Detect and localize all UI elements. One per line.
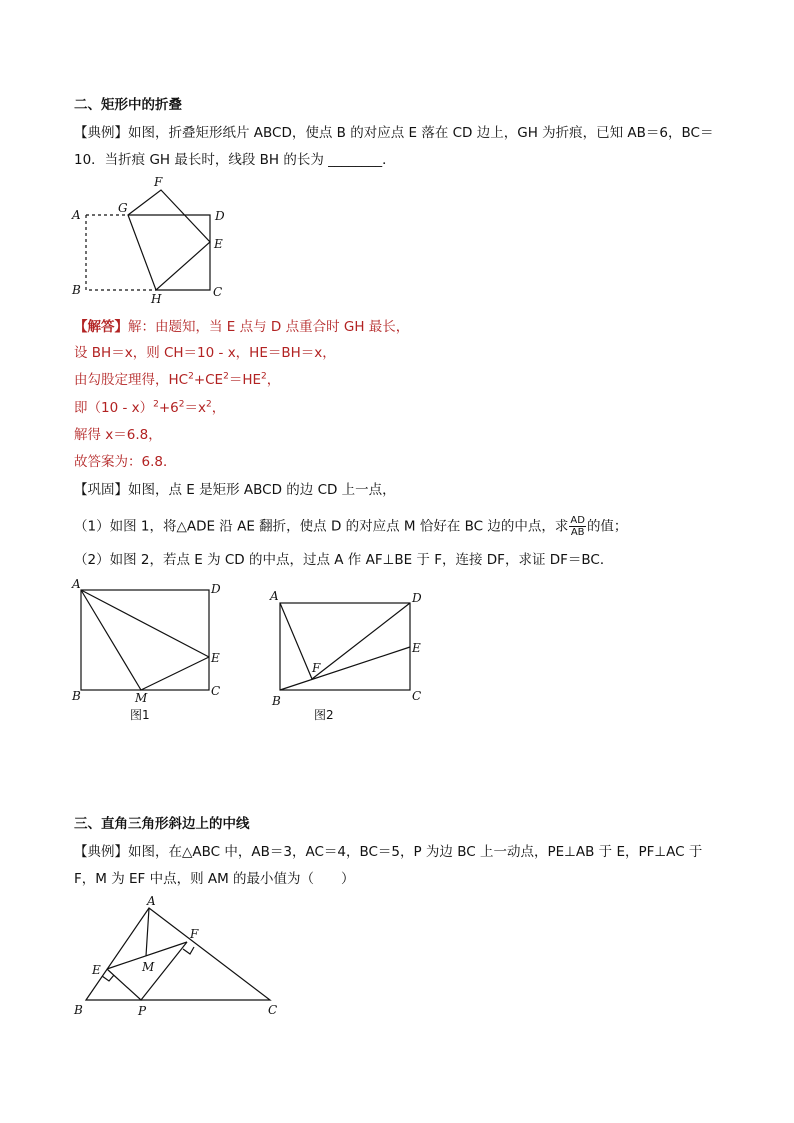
fig1-label-M: M: [135, 691, 148, 705]
example-line1: 【典例】如图，折叠矩形纸片 ABCD，使点 B 的对应点 E 落在 CD 边上，GH 为折痕，已知 AB＝6，BC＝: [74, 125, 714, 141]
fig2-caption: 图2: [314, 708, 334, 722]
section3-title: 三、直角三角形斜边上的中线: [74, 816, 250, 832]
fold-label-D: D: [215, 209, 225, 223]
fold-label-E: E: [214, 237, 223, 251]
fold-label-G: G: [118, 201, 128, 215]
fold-label-F: F: [154, 175, 163, 189]
example-line2: 10．当折痕 GH 最长时，线段 BH 的长为 ________．: [74, 152, 396, 168]
fold-label-A: A: [72, 208, 81, 222]
answer-tag: 【解答】: [74, 319, 128, 335]
fold-figure: [66, 172, 236, 310]
fold-label-B: B: [72, 283, 81, 297]
answer-text: 解：由题知，当 E 点与 D 点重合时 GH 最长，: [128, 319, 410, 335]
tri-label-P: P: [138, 1004, 147, 1018]
tri-label-B: B: [74, 1003, 83, 1017]
fig1-label-E: E: [211, 651, 220, 665]
answer-line2: 设 BH＝x，则 CH＝10 - x，HE＝BH＝x，: [74, 345, 336, 361]
fold-label-H: H: [151, 292, 162, 306]
fig1-caption: 图1: [130, 708, 150, 722]
example3-line1: 【典例】如图，在△ABC 中，AB＝3，AC＝4，BC＝5，P 为边 BC 上一动点，PE⊥AB 于 E，PF⊥AC 于: [74, 844, 703, 860]
fig2-label-B: B: [272, 694, 281, 708]
tri-label-A: A: [147, 894, 156, 908]
fig2-label-A: A: [270, 589, 279, 603]
answer-line1: [74, 318, 409, 336]
answer-line3: 由勾股定理得，$HC^2+CE^2=HE^2$，: [74, 371, 281, 388]
fig1-label-A: A: [72, 577, 81, 591]
consolidate-line1: 【巩固】如图，点 E 是矩形 ABCD 的边 CD 上一点，: [74, 482, 396, 498]
tri-label-F: F: [190, 927, 199, 941]
answer-line5: 解得 x＝6.8，: [74, 427, 162, 443]
fig2-label-D: D: [412, 591, 422, 605]
fig1-label-B: B: [72, 689, 81, 703]
fig2-label-F: F: [312, 661, 321, 675]
tri-label-E: E: [92, 963, 101, 977]
example3-line2: F，M 为 EF 中点，则 AM 的最小值为（ ）: [74, 871, 355, 887]
figure-2: [264, 588, 434, 728]
tri-label-C: C: [268, 1003, 278, 1017]
consolidate-q2: （2）如图 2，若点 E 为 CD 的中点，过点 A 作 AF⊥BE 于 F，连接 DF，求证 DF＝BC．: [74, 552, 614, 568]
fig1-label-C: C: [211, 684, 221, 698]
tri-label-M: M: [142, 960, 155, 974]
answer-line6: 故答案为：6.8．: [74, 454, 177, 470]
triangle-figure: [66, 892, 296, 1022]
section2-title: 二、矩形中的折叠: [74, 97, 182, 113]
fold-label-C: C: [213, 285, 223, 299]
fig2-label-C: C: [412, 689, 422, 703]
answer-line4: 即$(10 - x)^2+6^2=x^2$，: [74, 399, 226, 416]
figure-1: [66, 576, 236, 728]
fig2-label-E: E: [412, 641, 421, 655]
fraction-ad-ab: $\frac{AD}{AB}$: [570, 515, 585, 538]
consolidate-q1: （1）如图 1，将△ADE 沿 AE 翻折，使点 D 的对应点 M 恰好在 BC 边的中点，求 $\frac{AD}{AB}$ 的值；: [74, 515, 628, 538]
fig1-label-D: D: [211, 582, 221, 596]
